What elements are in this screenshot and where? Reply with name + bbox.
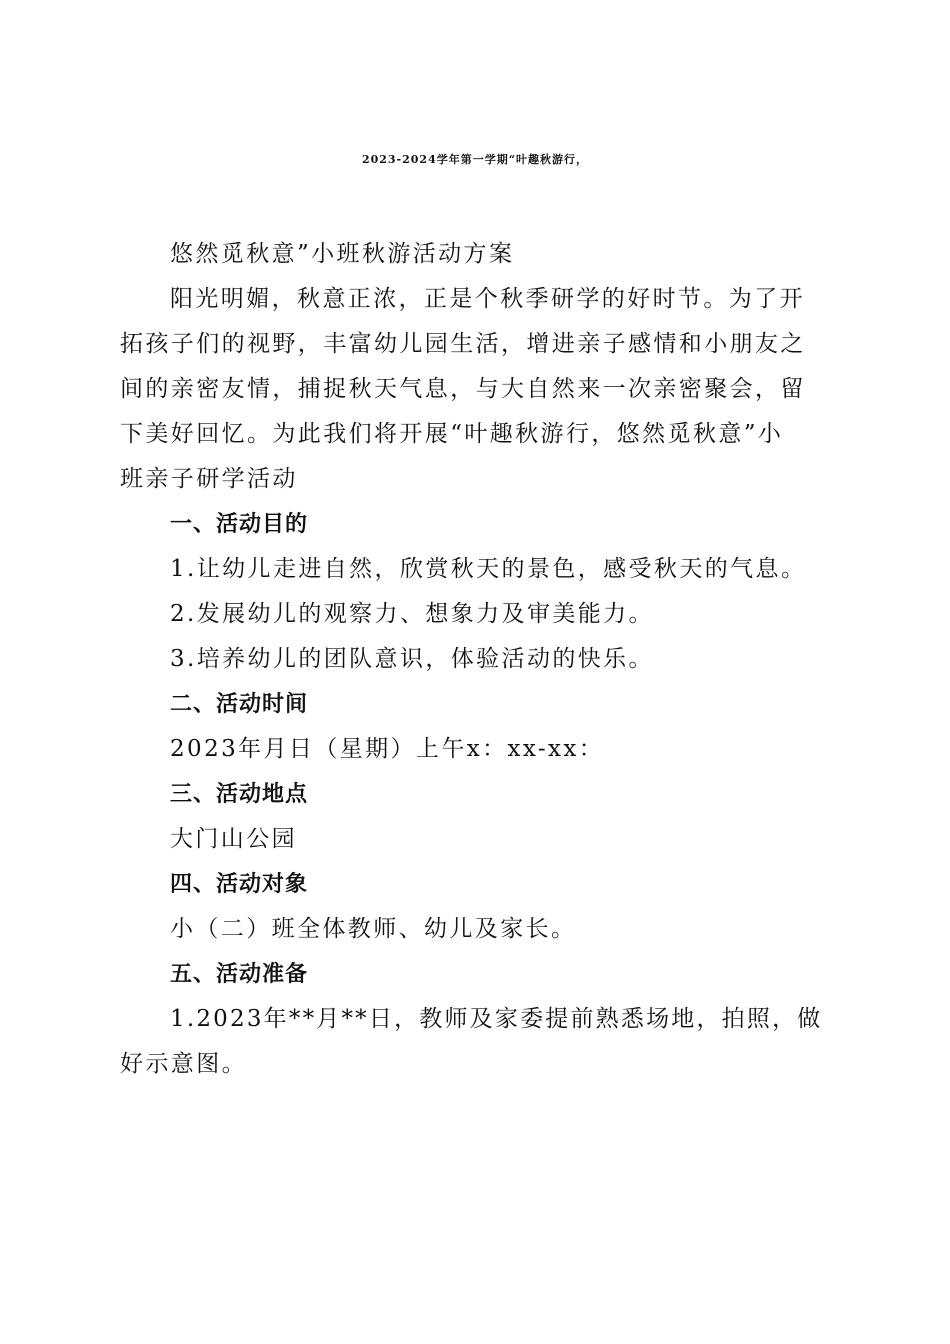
section-heading-participants: 四、活动对象 bbox=[170, 872, 309, 897]
section-heading-purpose: 一、活动目的 bbox=[170, 512, 309, 537]
intro-line-5: 班亲子研学活动 bbox=[120, 466, 298, 492]
subtitle-line: 悠然觅秋意”小班秋游活动方案 bbox=[170, 241, 515, 267]
document-title: 2023-2024学年第一学期“叶趣秋游行， bbox=[361, 153, 589, 166]
intro-line-1: 阳光明媚，秋意正浓，正是个秋季研学的好时节。为了开 bbox=[170, 286, 805, 312]
preparation-item-1-cont: 好示意图。 bbox=[120, 1051, 247, 1077]
participants-text: 小（二）班全体教师、幼儿及家长。 bbox=[170, 916, 577, 942]
purpose-item-3: 3.培养幼儿的团队意识，体验活动的快乐。 bbox=[170, 646, 654, 672]
document-body bbox=[120, 232, 826, 1087]
intro-line-2: 拓孩子们的视野，丰富幼儿园生活，增进亲子感情和小朋友之 bbox=[120, 331, 806, 357]
purpose-item-2: 2.发展幼儿的观察力、想象力及审美能力。 bbox=[170, 601, 654, 627]
time-text: 2023年月日（星期）上午x：xx-xx： bbox=[170, 736, 605, 762]
location-text: 大门山公园 bbox=[170, 826, 297, 852]
preparation-item-1: 1.2023年**月**日，教师及家委提前熟悉场地，拍照，做 bbox=[170, 1006, 823, 1032]
intro-line-4: 下美好回忆。为此我们将开展“叶趣秋游行，悠然觅秋意”小 bbox=[120, 421, 784, 447]
section-heading-location: 三、活动地点 bbox=[170, 782, 309, 807]
section-heading-time: 二、活动时间 bbox=[170, 692, 309, 717]
intro-line-3: 间的亲密友情，捕捉秋天气息，与大自然来一次亲密聚会，留 bbox=[120, 376, 806, 402]
section-heading-preparation: 五、活动准备 bbox=[170, 962, 309, 987]
purpose-item-1: 1.让幼儿走进自然，欣赏秋天的景色，感受秋天的气息。 bbox=[170, 556, 807, 582]
